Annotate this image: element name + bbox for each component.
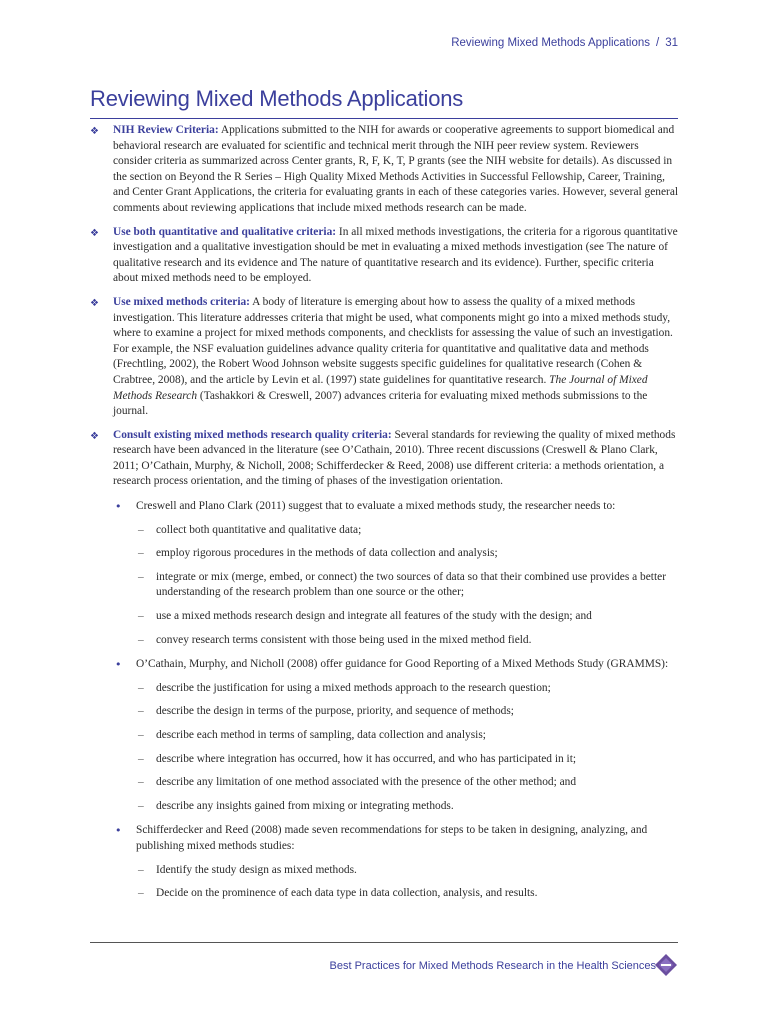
- list-item-text: Decide on the prominence of each data type in data collection, analysis, and results.: [156, 887, 538, 900]
- subsection-schifferdecker: [90, 823, 680, 901]
- dash-icon: –: [138, 729, 144, 741]
- diamond-bullet-icon: ❖: [90, 126, 99, 137]
- dash-icon: –: [138, 863, 144, 876]
- list-item: [136, 523, 680, 539]
- dash-list: [136, 523, 680, 649]
- section-text-continued: (Tashakkori & Creswell, 2007) advances criteria for evaluating mixed methods submissions to the journal.: [113, 389, 648, 418]
- list-item-text: describe any insights gained from mixing or integrating methods.: [156, 799, 454, 812]
- running-head-separator: /: [656, 37, 660, 49]
- dash-list: [136, 681, 680, 815]
- dash-icon: –: [138, 776, 144, 789]
- list-item: [136, 775, 680, 791]
- list-item-text: integrate or mix (merge, embed, or connect) the two sources of data so that their combined use provides a better understanding of the research problem than one source or the other;: [156, 570, 666, 599]
- dash-list: [136, 863, 680, 902]
- bullet-icon: •: [115, 500, 122, 514]
- list-item-text: describe where integration has occurred, how it has occurred, and who has participated in it;: [156, 752, 577, 765]
- page-number: 31: [665, 37, 678, 49]
- section-quant-qual-criteria: [90, 225, 680, 287]
- list-item-text: Identify the study design as mixed methods.: [156, 863, 357, 876]
- dash-icon: –: [138, 799, 144, 812]
- list-item: [136, 681, 680, 697]
- dash-icon: –: [138, 752, 144, 765]
- section-text: In all mixed methods investigations, the criteria for a rigorous quantitative investigation and a qualitative investigation should be met in evaluating a mixed methods investigation (see The nature of qualitative research and its evidence and The nature of quantitative research and its evidence). Further, specific criteria about mixed methods need to be employed.: [113, 225, 678, 285]
- list-item: [136, 863, 680, 879]
- list-item-text: describe any limitation of one method associated with the presence of the other method; and: [156, 776, 577, 789]
- list-item: [136, 886, 680, 902]
- bullet-icon: •: [115, 658, 122, 672]
- section-nih-review-criteria: [90, 123, 680, 217]
- page-title: Reviewing Mixed Methods Applications: [90, 86, 464, 111]
- section-lead: Use both quantitative and qualitative criteria:: [113, 225, 337, 238]
- subsection-ocathain: [90, 657, 680, 814]
- diamond-bullet-icon: ❖: [90, 430, 99, 442]
- list-item-text: describe the design in terms of the purpose, priority, and sequence of methods;: [156, 705, 514, 718]
- title-divider: [90, 118, 678, 119]
- dash-icon: –: [138, 705, 144, 718]
- subsection-text: O’Cathain, Murphy, and Nicholl (2008) offer guidance for Good Reporting of a Mixed Methods Study (GRAMMS):: [136, 658, 669, 671]
- dash-icon: –: [138, 633, 144, 646]
- section-quality-criteria: [90, 428, 680, 490]
- dash-icon: –: [138, 547, 144, 560]
- dash-icon: –: [138, 570, 144, 583]
- list-item: [136, 704, 680, 720]
- list-item: [136, 633, 680, 649]
- journal-title: The Journal of Mixed Methods Research: [113, 373, 648, 402]
- dash-icon: –: [138, 887, 144, 900]
- section-lead: NIH Review Criteria:: [113, 124, 219, 136]
- section-lead: Use mixed methods criteria:: [113, 295, 250, 308]
- subsection-creswell: [90, 499, 680, 648]
- section-mixed-methods-criteria: [90, 295, 680, 420]
- section-text: Several standards for reviewing the quality of mixed methods research have been advanced in the literature (see O’Cathain, 2010). Three recent discussions (Creswell & Plano Clark, 2011; O’Cathain, Murphy, & Nicholl, 2008; Schifferdecker & Reed, 2008) use different criteria: a methods orientation, a research process orientation, and the timing of phases of the investigation orientation.: [113, 428, 676, 488]
- section-text: A body of literature is emerging about how to assess the quality of a mixed methods investigation. This literature addresses criteria that might be used, what components might go into a mixed methods study, where to examine a project for mixed methods components, and checklists for assessing the value of such an investigation. For example, the NSF evaluation guidelines advance quality criteria for quantitative and qualitative data and methods (Frechtling, 2002), the Robert Wood Johnson website suggests specific guidelines for qualitative research (Cohen & Crabtree, 2008), and the article by Levin et al. (1997) state guidelines for quantitative research.: [113, 295, 673, 386]
- publisher-logo-icon: [654, 953, 678, 977]
- list-item-text: describe the justification for using a mixed methods approach to the research question;: [156, 681, 551, 694]
- list-item: [136, 546, 680, 562]
- list-item: [136, 752, 680, 768]
- subsection-text: Schifferdecker and Reed (2008) made seven recommendations for steps to be taken in designing, analyzing, and publishing mixed methods studies:: [136, 824, 648, 852]
- list-item-text: use a mixed methods research design and integrate all features of the study with the design; and: [156, 610, 592, 623]
- list-item: [136, 609, 680, 625]
- diamond-bullet-icon: ❖: [90, 227, 99, 239]
- dash-icon: –: [138, 523, 144, 536]
- subsection-text: Creswell and Plano Clark (2011) suggest that to evaluate a mixed methods study, the researcher needs to:: [136, 500, 616, 513]
- dash-icon: –: [138, 681, 144, 694]
- dash-icon: –: [138, 610, 144, 623]
- running-head: [451, 37, 678, 49]
- list-item: [136, 728, 680, 744]
- list-item-text: describe each method in terms of sampling, data collection and analysis;: [156, 729, 486, 741]
- diamond-bullet-icon: ❖: [90, 297, 99, 309]
- footer-text: Best Practices for Mixed Methods Research in the Health Sciences: [329, 960, 656, 972]
- section-text: Applications submitted to the NIH for awards or cooperative agreements to support biomedical and behavioral research are evaluated for scientific and technical merit through the NIH peer review system. Reviewers consider criteria as summarized across Center grants, R, F, K, T, P grants (see the NIH website for details). As discussed in the section on Beyond the R Series – High Quality Mixed Methods Activities in Successful Fellowship, Career, Training, and Center Grant Applications, the criteria for evaluating grants in each of these categories varies. However, several general comments about reviewing applications that include mixed methods research can be made.: [113, 124, 679, 214]
- section-lead: Consult existing mixed methods research quality criteria:: [113, 428, 392, 441]
- bullet-icon: •: [115, 824, 122, 838]
- list-item-text: convey research terms consistent with those being used in the mixed method field.: [156, 633, 532, 646]
- list-item: [136, 799, 680, 815]
- list-item: [136, 570, 680, 601]
- main-content: [90, 123, 680, 910]
- footer-divider: [90, 942, 678, 943]
- running-title: Reviewing Mixed Methods Applications: [451, 37, 650, 49]
- list-item-text: collect both quantitative and qualitative data;: [156, 523, 362, 536]
- list-item-text: employ rigorous procedures in the methods of data collection and analysis;: [156, 547, 498, 560]
